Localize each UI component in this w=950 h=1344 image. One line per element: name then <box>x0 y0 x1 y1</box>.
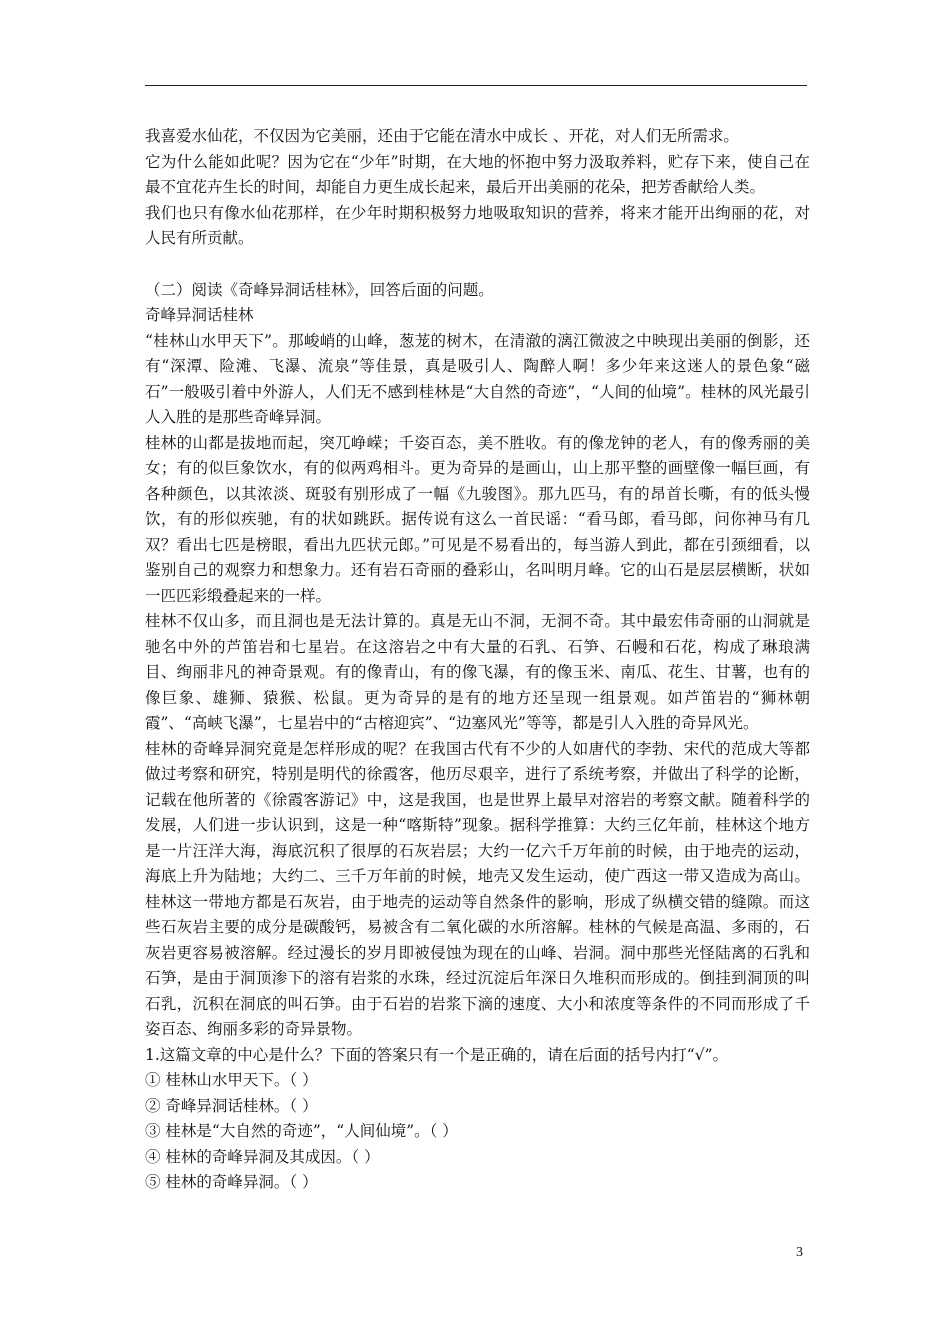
article-paragraph: 桂林的山都是拔地而起，突兀峥嵘；千姿百态，美不胜收。有的像龙钟的老人，有的像秀丽的美女；有的似巨象饮水，有的似两鸡相斗。更为奇异的是画山，山上那平整的画壁像一幅巨画，有各种颜色，以其浓淡、斑驳有别形成了一幅《九骏图》。那九匹马，有的昂首长嘶，有的低头慢饮，有的形似疾驰，有的状如跳跃。据传说有这么一首民谣：“看马郎，看马郎，问你神马有几双？看出七匹是榜眼，看出九匹状元郎。”可见是不易看出的，每当游人到此，都在引颈细看，以鉴别自己的观察力和想象力。还有岩石奇丽的叠彩山，名叫明月峰。它的山石是层层横断，状如一匹匹彩缎叠起来的一样。 <box>145 433 810 605</box>
header-rule <box>145 85 807 86</box>
paragraph: 它为什么能如此呢？因为它在“少年”时期，在大地的怀抱中努力汲取养料，贮存下来，使自己在最不宜花卉生长的时间，却能自力更生成长起来，最后开出美丽的花朵，把芳香献给人类。 <box>145 152 810 196</box>
answer-option: ② 奇峰异洞话桂林。（ ） <box>145 1096 318 1115</box>
article-title: 奇峰异洞话桂林 <box>145 306 254 324</box>
answer-option: ④ 桂林的奇峰异洞及其成因。（ ） <box>145 1147 380 1166</box>
article-paragraph: “桂林山水甲天下”。那峻峭的山峰，葱茏的树木，在清澈的漓江微波之中映现出美丽的倒影，还有“深潭、险滩、飞瀑、流泉”等佳景，真是吸引人、陶醉人啊！多少年来这迷人的景色象“磁石”一般吸引着中外游人，人们无不感到桂林是“大自然的奇迹”，“人间的仙境”。桂林的风光最引人入胜的是那些奇峰异洞。 <box>145 331 810 426</box>
article-paragraph: 桂林不仅山多，而且洞也是无法计算的。真是无山不洞，无洞不奇。其中最宏伟奇丽的山洞就是驰名中外的芦笛岩和七星岩。在这溶岩之中有大量的石乳、石笋、石幔和石花，构成了琳琅满目、绚丽非凡的神奇景观。有的像青山，有的像飞瀑，有的像玉米、南瓜、花生、甘薯，也有的像巨象、雄狮、猿猴、松鼠。更为奇异的是有的地方还呈现一组景观。如芦笛岩的“狮林朝霞”、“高峡飞瀑”，七星岩中的“古榕迎宾”、“边塞风光”等等，都是引人入胜的奇异风光。 <box>145 612 810 732</box>
answer-option: ⑤ 桂林的奇峰异洞。（ ） <box>145 1173 318 1191</box>
article-paragraph: 桂林的奇峰异洞究竟是怎样形成的呢？在我国古代有不少的人如唐代的李勃、宋代的范成大等都做过考察和研究，特别是明代的徐霞客，他历尽艰辛，进行了系统考察，并做出了科学的论断，记载在他所著的《徐霞客游记》中，这是我国，也是世界上最早对溶岩的考察文献。随着科学的发展，人们进一步认识到，这是一种“喀斯特”现象。据科学推算：大约三亿年前，桂林这个地方是一片汪洋大海，海底沉积了很厚的石灰岩层；大约一亿六千万年前的时候，由于地壳的运动，海底上升为陆地；大约二、三千万年前的时候，地壳又发生运动，使广西这一带又造成为高山。桂林这一带地方都是石灰岩，由于地壳的运动等自然条件的影响，形成了纵横交错的缝隙。而这些石灰岩主要的成分是碳酸钙，易被含有二氧化碳的水所溶解。桂林的气候是高温、多雨的，石灰岩更容易被溶解。经过漫长的岁月即被侵蚀为现在的山峰、岩洞。洞中那些光怪陆离的石乳和石笋，是由于洞顶渗下的溶有岩浆的水珠，经过沉淀后年深日久堆积而形成的。倒挂到洞顶的叫石乳，沉积在洞底的叫石笋。由于石岩的岩浆下滴的速度、大小和浓度等条件的不同而形成了千姿百态、绚丽多彩的奇异景物。 <box>145 739 810 1038</box>
answer-option: ① 桂林山水甲天下。（ ） <box>145 1071 318 1089</box>
paragraph: 我喜爱水仙花，不仅因为它美丽，还由于它能在清水中成长 、开花，对人们无所需求。 <box>145 127 739 145</box>
section-heading: （二）阅读《奇峰异洞话桂林》，回答后面的问题。 <box>145 280 494 299</box>
question-1: 1.这篇文章的中心是什么？下面的答案只有一个是正确的，请在后面的括号内打“√”。 <box>145 1045 729 1064</box>
page-content <box>145 124 810 1196</box>
paragraph-gap <box>145 252 810 278</box>
paragraph: 我们也只有像水仙花那样，在少年时期积极努力地吸取知识的营养，将来才能开出绚丽的花，对人民有所贡献。 <box>145 203 810 247</box>
page-number: 3 <box>796 1245 803 1260</box>
answer-option: ③ 桂林是“大自然的奇迹”，“人间仙境”。（ ） <box>145 1122 458 1140</box>
